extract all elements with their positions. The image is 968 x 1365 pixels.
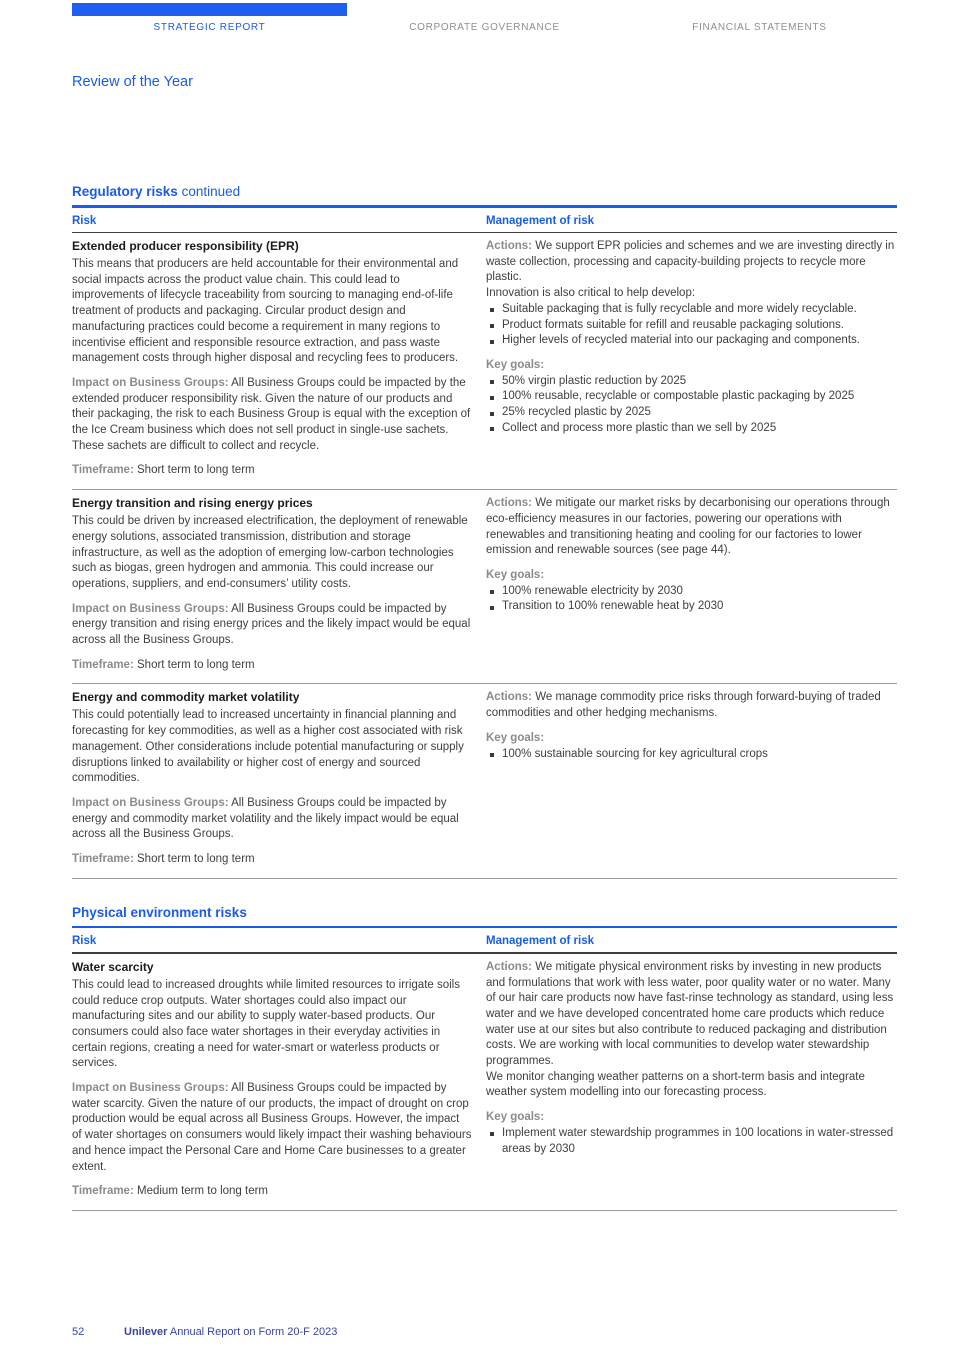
actions-extra-line: Innovation is also critical to help develop: [486,287,696,300]
actions-paragraph [486,496,897,559]
tab-corporate-governance-label: CORPORATE GOVERNANCE [409,22,560,33]
timeframe-paragraph [72,1184,472,1200]
timeframe-paragraph [72,463,472,479]
goal-item: Collect and process more plastic than we sell by 2025 [486,421,897,437]
key-goals-label: Key goals: [486,568,545,581]
risk-column [72,690,472,867]
tab-strategic-report[interactable] [72,3,347,33]
goal-item: Implement water stewardship programmes in 100 locations in water-stressed areas by 2030 [486,1126,897,1157]
timeframe-label: Timeframe: [72,464,134,477]
report-section-nav [72,0,897,33]
goal-item: 100% renewable electricity by 2030 [486,584,897,600]
section-heading-suffix: continued [181,184,241,199]
timeframe-label: Timeframe: [72,658,134,671]
key-goals-label: Key goals: [486,1111,545,1124]
timeframe-text: Short term to long term [137,853,255,866]
column-header-risk: Risk [72,935,97,948]
management-column [486,690,897,867]
key-goals-list [486,374,897,437]
impact-text: All Business Groups could be impacted by the extended producer responsibility risk. Given the nature of our products and their packaging, the risk to each Business Group is equal with the exception of the Ice Cream business which does not sell product in single-use sachets. These sachets are difficult to collect and recycle. [72,376,471,452]
active-tab-indicator [72,3,347,16]
key-goals-label: Key goals: [486,731,545,744]
column-header-management: Management of risk [486,935,594,948]
impact-paragraph [72,1081,472,1175]
risk-column [72,960,472,1200]
column-header-management: Management of risk [486,214,594,227]
goal-item: Transition to 100% renewable heat by 2030 [486,599,897,615]
section-regulatory-risks [72,184,897,879]
table-header-row [72,208,897,232]
section-heading [72,905,897,920]
key-goals-list [486,1126,897,1157]
timeframe-label: Timeframe: [72,853,134,866]
actions-label: Actions: [486,691,532,704]
page-number: 52 [72,1326,85,1338]
management-column [486,960,897,1200]
brand-name: Unilever [124,1326,168,1338]
risk-name: Energy transition and rising energy prices [72,496,313,511]
row-separator [72,1210,897,1211]
risk-description: This means that producers are held accountable for their environmental and social impacts across the product value chain. This could lead to improvements of lifecycle traceability from sourcing to managing end-of-life treatment of products and packaging. Circular product design and manufacturing practices could become a requirement in many regions to incentivise efficient and responsible resource extraction, and pass waste management costs through higher disposal and recycling fees to producers. [72,258,459,365]
goal-item: 100% reusable, recyclable or compostable plastic packaging by 2025 [486,389,897,405]
risk-description: This could potentially lead to increased uncertainty in financial planning and forecasting for key commodities, as well as a higher cost associated with risk management. Other considerations include potential manufacturing or supply disruptions linked to availability or higher cost of energy and sourced commodities. [72,709,464,785]
impact-label: Impact on Business Groups: [72,376,229,389]
risk-row-epr [72,233,897,489]
row-separator [72,878,897,879]
tab-corporate-governance[interactable] [347,3,622,33]
bullet-item: Product formats suitable for refill and reusable packaging solutions. [486,318,897,334]
risk-column [72,239,472,479]
risk-name: Extended producer responsibility (EPR) [72,239,299,253]
impact-paragraph [72,376,472,455]
timeframe-label: Timeframe: [72,1185,134,1198]
table-header-row [72,928,897,952]
actions-label: Actions: [486,497,532,510]
tab-strategic-report-label: STRATEGIC REPORT [153,22,266,33]
impact-text: All Business Groups could be impacted by water scarcity. Given the nature of our products, the impact of drought on crop production would be equal across all Business Groups. However, the impact of water shortages on consumers would likely impact their washing behaviours and hence impact the Personal Care and Home Care businesses to a greater extent. [72,1082,472,1173]
actions-extra-line: We monitor changing weather patterns on a short-term basis and integrate weather system modelling into our forecasting process. [486,1070,865,1099]
actions-paragraph [486,690,897,721]
risk-column [72,496,472,673]
section-heading-text: Regulatory risks [72,184,178,199]
risk-row-energy-transition [72,490,897,683]
goal-item: 100% sustainable sourcing for key agricultural crops [486,747,897,763]
section-heading [72,184,897,199]
timeframe-text: Short term to long term [137,658,255,671]
impact-text: All Business Groups could be impacted by energy transition and rising energy prices and the likely impact would be equal across all the Business Groups. [72,602,471,647]
impact-text: All Business Groups could be impacted by energy and commodity market volatility and the likely impact would be equal across all the Business Groups. [72,796,459,841]
risk-row-commodity-volatility [72,684,897,877]
key-goals-label: Key goals: [486,358,545,371]
goal-item: 50% virgin plastic reduction by 2025 [486,374,897,390]
tab-financial-statements[interactable] [622,3,897,33]
column-header-risk: Risk [72,214,97,227]
timeframe-paragraph [72,852,472,868]
impact-label: Impact on Business Groups: [72,1082,229,1095]
key-goals-list [486,747,897,763]
risk-description: This could lead to increased droughts while limited resources to irrigate soils could reduce crop outputs. Water shortages could also impact our manufacturing sites and our ability to supply water-based products. Our consumers could also face water shortages in their everyday activities in certain regions, creating a need for water-smart or waterless products or services. [72,978,460,1070]
report-title: Annual Report on Form 20-F 2023 [169,1326,338,1338]
impact-label: Impact on Business Groups: [72,602,229,615]
key-goals-list [486,584,897,615]
impact-label: Impact on Business Groups: [72,796,229,809]
risk-row-water-scarcity [72,954,897,1210]
bullet-item: Suitable packaging that is fully recyclable and more widely recyclable. [486,302,897,318]
actions-text: We manage commodity price risks through forward-buying of traded commodities and other hedging mechanisms. [486,691,881,720]
timeframe-paragraph [72,658,472,674]
goal-item: 25% recycled plastic by 2025 [486,405,897,421]
impact-paragraph [72,602,472,649]
risk-name: Energy and commodity market volatility [72,690,300,705]
actions-label: Actions: [486,240,532,252]
tab-financial-statements-label: FINANCIAL STATEMENTS [692,22,827,33]
page-title: Review of the Year [72,74,193,90]
actions-text: We mitigate physical environment risks by investing in new products and formulations that work with less water, poor quality water or no water. Many of our hair care products now have fast-rinse technology as standard, using less water and we have developed concentrated home care products which reduce water use at our sites but also contribute to reduced packaging and distribution costs. We are working with local communities to develop water stewardship programmes. [486,960,894,1068]
bullet-item: Higher levels of recycled material into our packaging and components. [486,333,897,349]
actions-text: We support EPR policies and schemes and we are investing directly in waste collection, processing and capacity-building projects to recycle more plastic. [486,240,895,284]
actions-paragraph [486,960,897,1070]
risk-description: This could be driven by increased electrification, the deployment of renewable energy solutions, associated transmission, distribution and storage infrastructure, as well as the adoption of emerging low-carbon technologies such as biogas, green hydrogen and ammonia. This could increase our operations, suppliers, and end-consumers’ utility costs. [72,515,468,590]
management-column [486,496,897,673]
section-physical-environment-risks [72,905,897,1211]
risk-name: Water scarcity [72,959,154,974]
management-column [486,239,897,479]
page-footer [72,1326,337,1338]
actions-text: We mitigate our market risks by decarbonising our operations through eco-efficiency measures in our factories, powering our operations with renewables and transitioning heating and cooling for our factories to lower emission and renewable sources (see page 44). [486,497,890,557]
actions-bullet-list [486,302,897,349]
actions-paragraph [486,239,897,286]
actions-label: Actions: [486,960,532,973]
timeframe-text: Medium term to long term [137,1185,269,1198]
impact-paragraph [72,796,472,843]
timeframe-text: Short term to long term [137,464,255,477]
section-heading-text: Physical environment risks [72,904,247,920]
